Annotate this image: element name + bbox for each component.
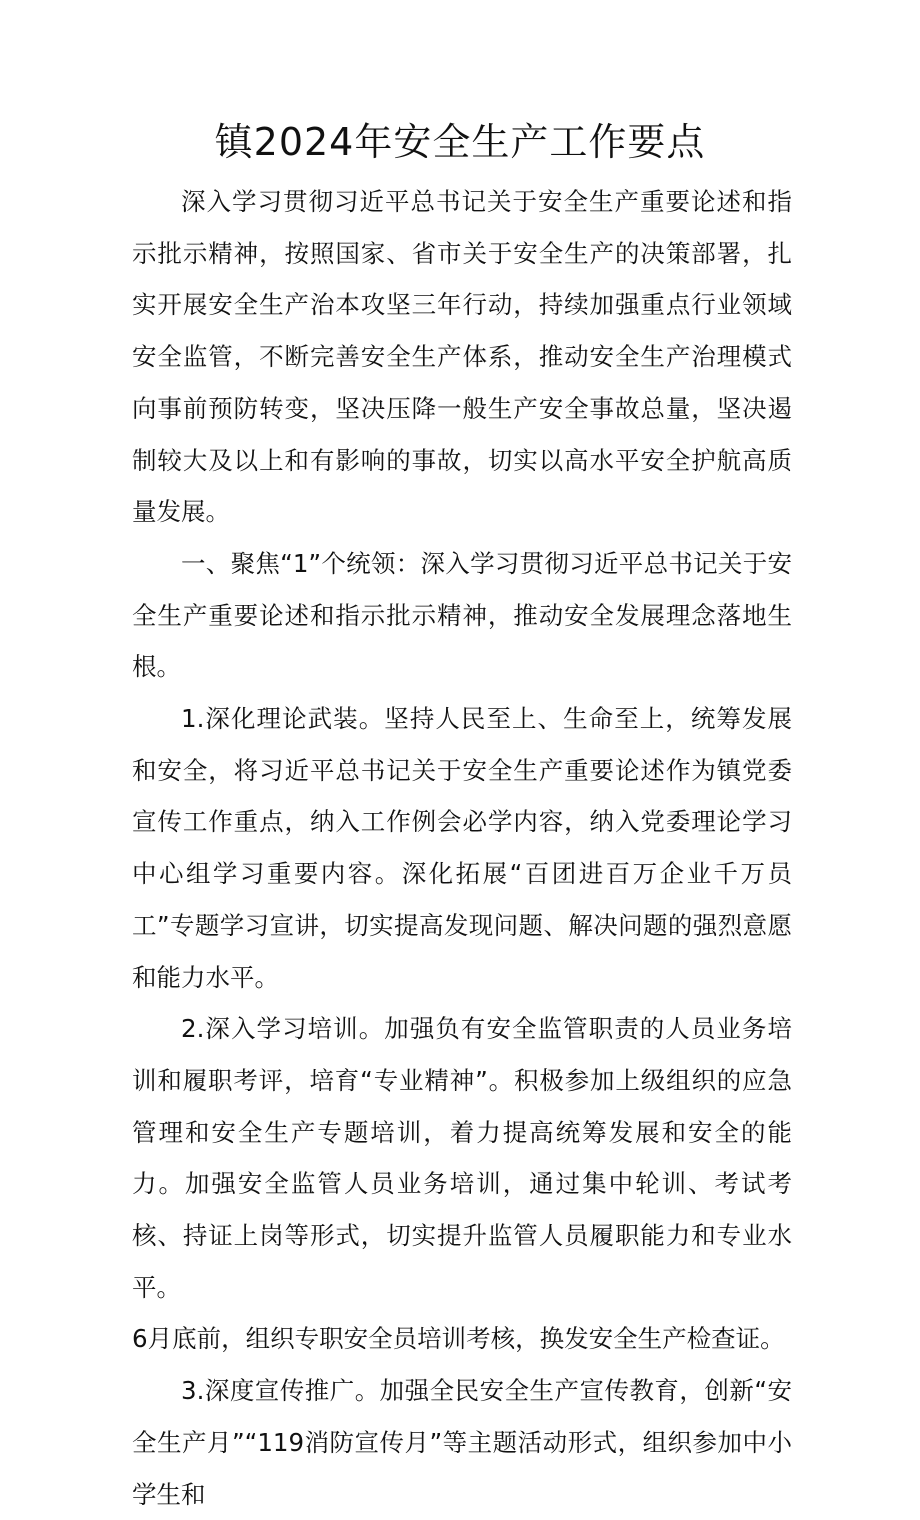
item-3-paragraph: 3.深度宣传推广。加强全民安全生产宣传教育，创新“安全生产月”“119消防宣传月”等主题活动形式，组织参加中小学生和 [132, 1376, 792, 1509]
deadline-note: 6月底前，组织专职安全员培训考核，换发安全生产检查证。 [132, 1324, 785, 1354]
document-title: 镇2024年安全生产工作要点 [214, 120, 706, 164]
item-2-paragraph: 2.深入学习培训。加强负有安全监管职责的人员业务培训和履职考评，培育“专业精神”。积极参加上级组织的应急管理和安全生产专题培训，着力提高统筹发展和安全的能力。加强安全监管人员业务培训，通过集中轮训、考试考核、持证上岗等形式，切实提升监管人员履职能力和专业水平。 [132, 1014, 792, 1302]
section-one-heading: 一、聚焦“1”个统领：深入学习贯彻习近平总书记关于安全生产重要论述和指示批示精神，推动安全发展理念落地生根。 [132, 548, 792, 682]
intro-paragraph: 深入学习贯彻习近平总书记关于安全生产重要论述和指示批示精神，按照国家、省市关于安全生产的决策部署，扎实开展安全生产治本攻坚三年行动，持续加强重点行业领域安全监管，不断完善安全生产体系，推动安全生产治理模式向事前预防转变，坚决压降一般生产安全事故总量，坚决遏制较大及以上和有影响的事故，切实以高水平安全护航高质量发展。 [132, 187, 792, 527]
item-1-paragraph: 1.深化理论武装。坚持人民至上、生命至上，统筹发展和安全，将习近平总书记关于安全生产重要论述作为镇党委宣传工作重点，纳入工作例会必学内容，纳入党委理论学习中心组学习重要内容。深化拓展“百团进百万企业千万员工”专题学习宣讲，切实提高发现问题、解决问题的强烈意愿和能力水平。 [132, 704, 792, 992]
document-body [132, 176, 792, 1520]
